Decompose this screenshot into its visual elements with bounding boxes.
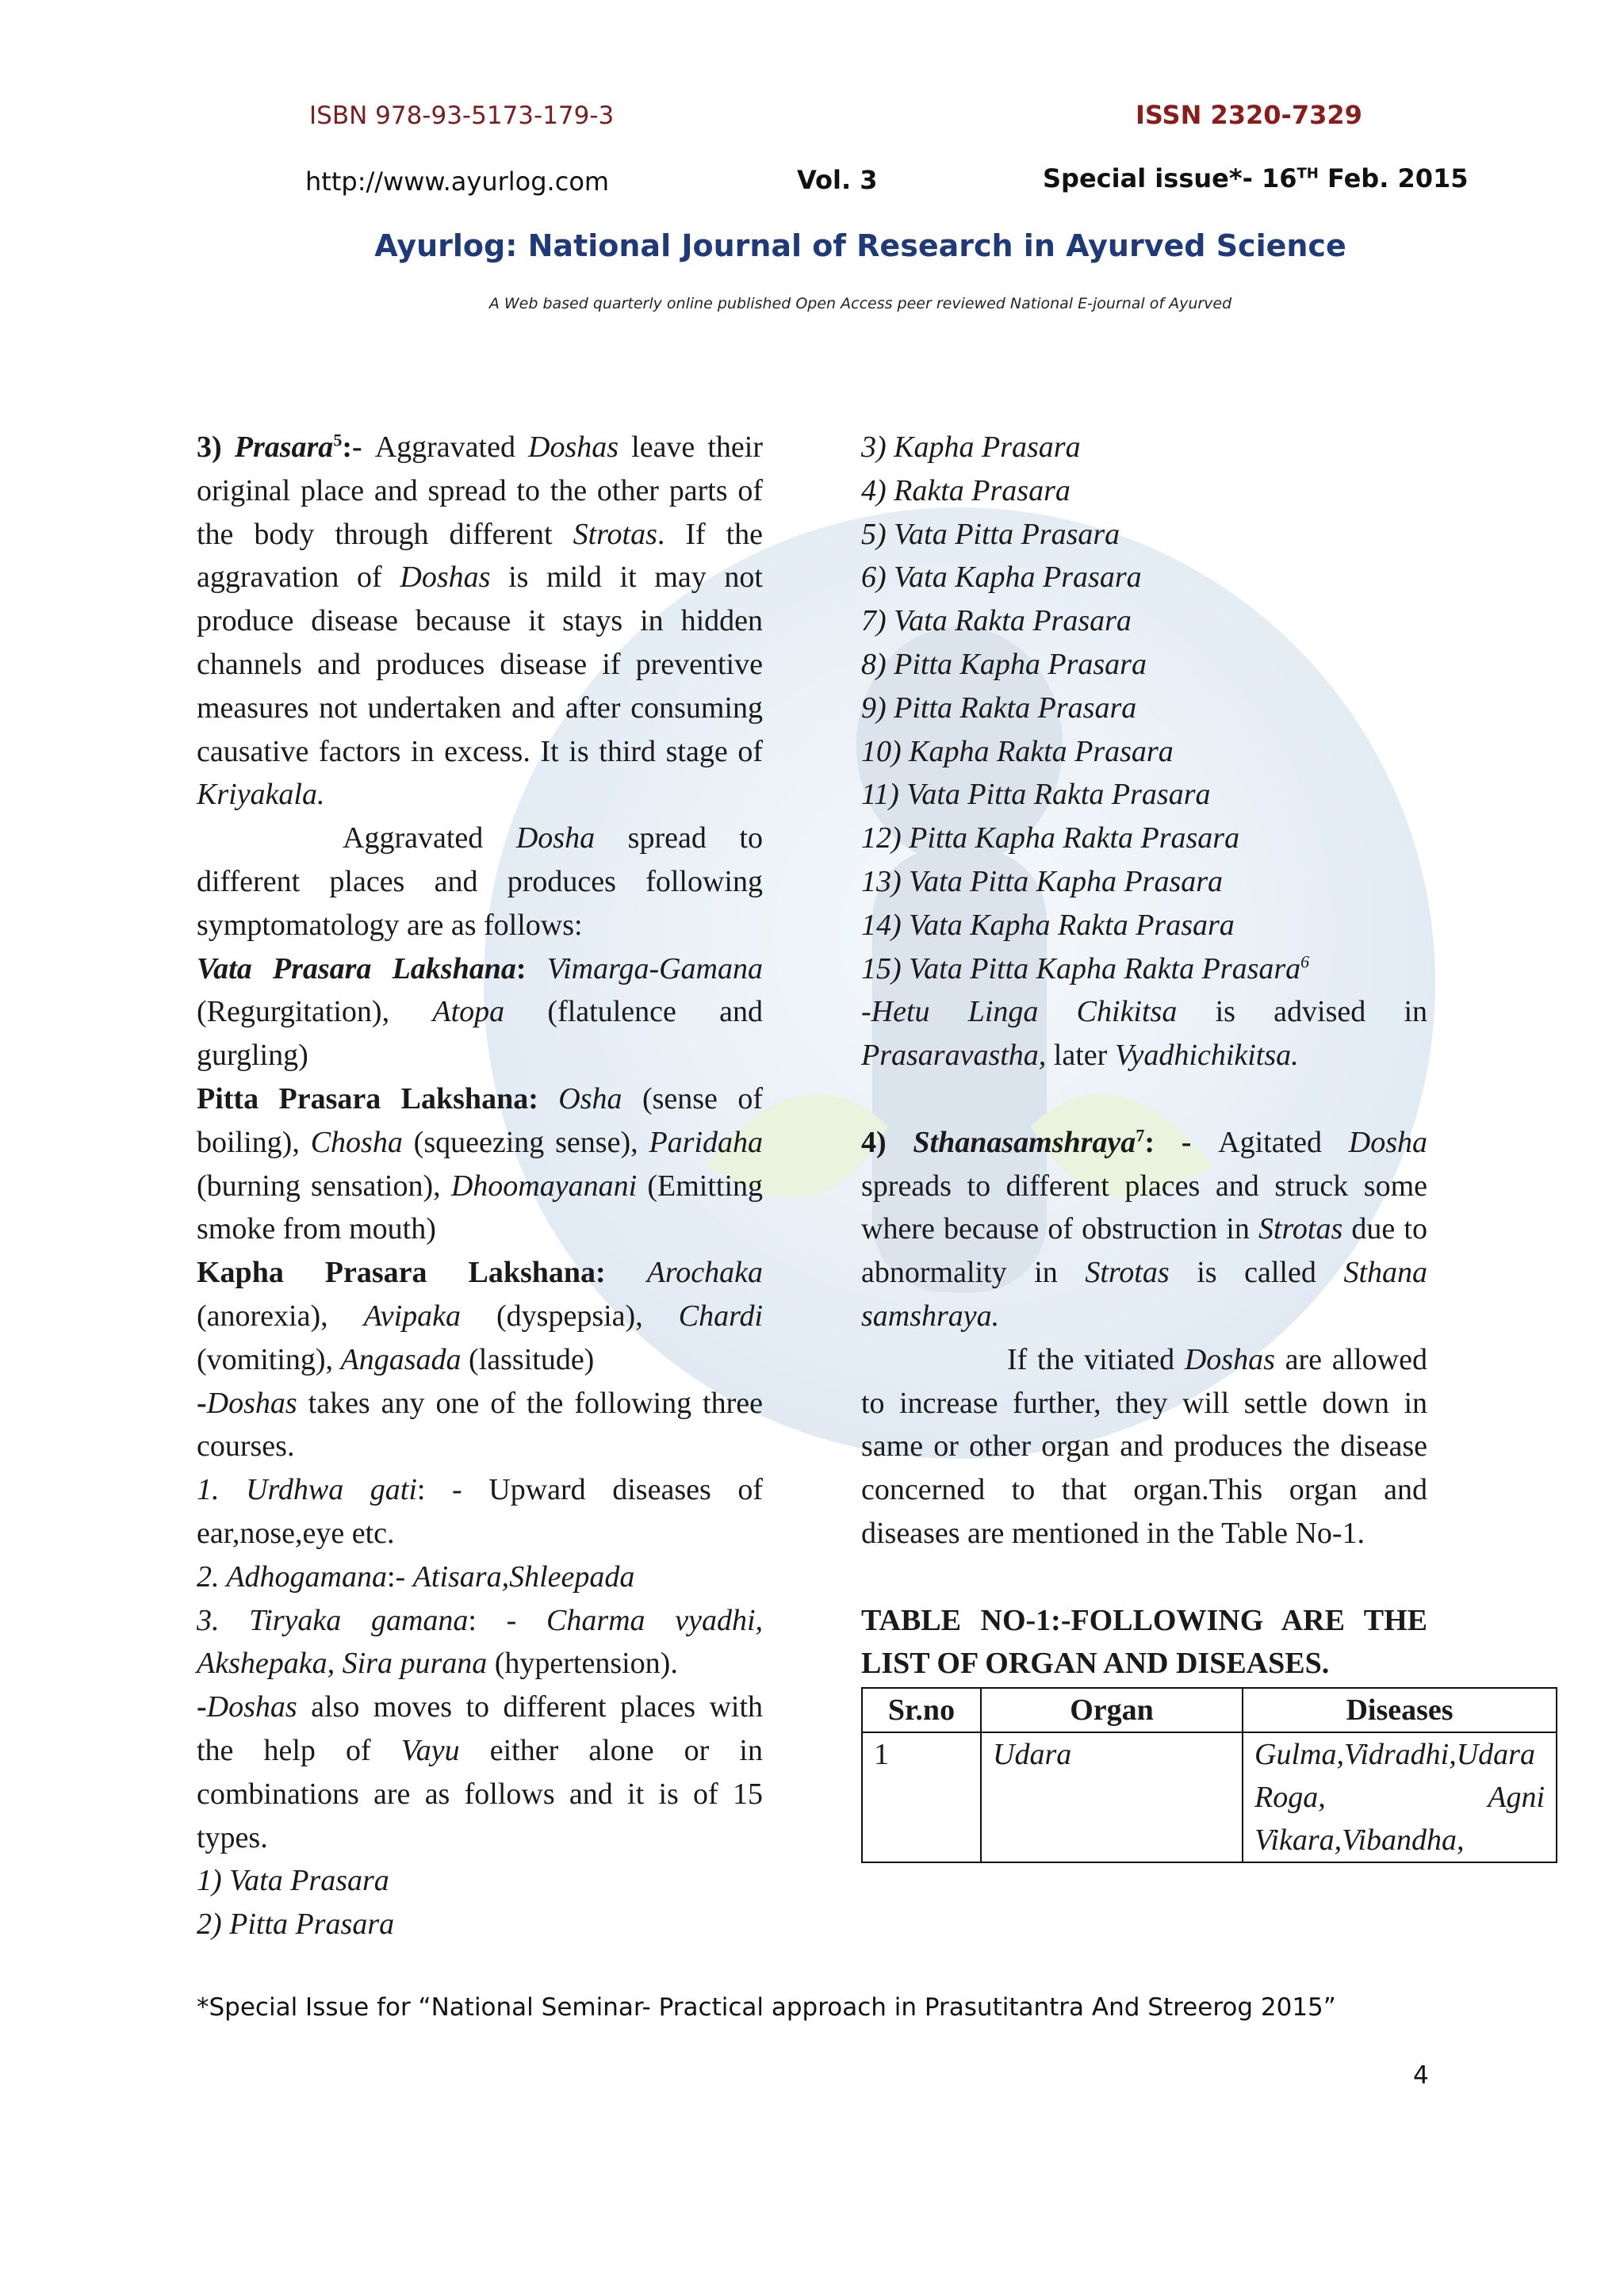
list-item: 14) Vata Kapha Rakta Prasara: [861, 908, 1235, 942]
table-cell: Udara: [981, 1732, 1243, 1862]
table-header: Sr.no: [862, 1688, 981, 1732]
list-item: 15) Vata Pitta Kapha Rakta Prasara$^6$: [861, 951, 1310, 985]
list-item: 8) Pitta Kapha Prasara: [861, 647, 1147, 681]
list-item: 7) Vata Rakta Prasara: [861, 604, 1132, 638]
list-item: 6) Vata Kapha Prasara: [861, 561, 1142, 595]
table-header: Organ: [981, 1688, 1243, 1732]
volume: Vol. 3: [797, 165, 878, 195]
organ-disease-table: [861, 1687, 1557, 1863]
journal-url[interactable]: http://www.ayurlog.com: [305, 166, 610, 197]
issn: ISSN 2320-7329: [1136, 100, 1362, 130]
vayu-paragraph: -Doshas also moves to different places with the help of Vayu either alone or in combinations are as follows and it is of 15 types.: [197, 1690, 763, 1854]
hetu-paragraph: -Hetu Linga Chikitsa is advised in Prasaravastha, later Vyadhichikitsa.: [861, 995, 1428, 1073]
table-cell: 1: [862, 1732, 981, 1862]
table-row: [862, 1732, 1557, 1862]
courses-paragraph: -Doshas takes any one of the following three courses.: [197, 1386, 763, 1464]
list-item: 4) Rakta Prasara: [861, 473, 1071, 507]
list-item: 12) Pitta Kapha Rakta Prasara: [861, 821, 1240, 855]
isbn: ISBN 978-93-5173-179-3: [309, 101, 615, 130]
left-column: [197, 426, 763, 1946]
list-item: 3) Kapha Prasara: [861, 430, 1081, 464]
aggravated-paragraph: Aggravated Dosha spread to different places and produces following symptomatology are as follows:: [197, 821, 763, 942]
course-urdhwa: 1. Urdhwa gati: - Upward diseases of ear,nose,eye etc.: [197, 1473, 763, 1550]
list-item: 5) Vata Pitta Prasara: [861, 517, 1120, 551]
journal-title: Ayurlog: National Journal of Research in Ayurved Science: [374, 228, 1346, 263]
list-item: 2) Pitta Prasara: [197, 1908, 395, 1942]
prasara-paragraph: 3) Prasara$^5$:- Aggravated Doshas leave their original place and spread to the other parts of the body through different Strotas. If the aggravation of Doshas is mild it may not produce disease because it stays in hidden channels and produces disease if preventive measures not undertaken and after consuming causative factors in excess. It is third stage of Kriyakala.: [197, 430, 763, 812]
sthanasamshraya-paragraph: 4) Sthanasamshraya$^7$: - Agitated Dosha spreads to different places and struck some where because of obstruction in Strotas due to abnormality in Strotas is called Sthana samshraya.: [861, 1125, 1427, 1333]
kapha-lakshana: Kapha Prasara Lakshana: Arochaka (anorexia), Avipaka (dyspepsia), Chardi (vomiting), Angasada (lassitude): [197, 1256, 764, 1376]
list-item: 10) Kapha Rakta Prasara: [861, 734, 1174, 768]
list-item: 1) Vata Prasara: [197, 1864, 389, 1898]
list-item: 9) Pitta Rakta Prasara: [861, 691, 1137, 725]
list-item: 13) Vata Pitta Kapha Prasara: [861, 864, 1224, 898]
course-tiryaka: 3. Tiryaka gamana: - Charma vyadhi, Akshepaka, Sira purana (hypertension).: [197, 1603, 764, 1681]
table-header: Diseases: [1243, 1688, 1557, 1732]
footer-note: *Special Issue for “National Seminar- Practical approach in Prasutitantra And Streerog 2015”: [197, 1993, 1336, 2022]
table-cell: Gulma,Vidradhi,Udara Roga, Agni Vikara,Vibandha,: [1243, 1732, 1557, 1862]
journal-tagline: A Web based quarterly online published Open Access peer reviewed National E-journal of Ayurved: [488, 295, 1232, 312]
right-column: [861, 426, 1545, 1863]
vata-lakshana: Vata Prasara Lakshana: Vimarga-Gamana (Regurgitation), Atopa (flatulence and gurgling): [197, 951, 763, 1073]
table-header-row: [862, 1688, 1557, 1732]
table-title: TABLE NO-1:-FOLLOWING ARE THE LIST OF ORGAN AND DISEASES.: [861, 1603, 1427, 1681]
list-item: 11) Vata Pitta Rakta Prasara: [861, 778, 1211, 812]
issue-date: Special issue*- 16TH Feb. 2015: [1043, 163, 1469, 193]
course-adhogamana: 2. Adhogamana:- Atisara,Shleepada: [197, 1559, 635, 1594]
page-number: 4: [1413, 2061, 1429, 2090]
pitta-lakshana: Pitta Prasara Lakshana: Osha (sense of boiling), Chosha (squeezing sense), Paridaha (burning sensation), Dhoomayanani (Emitting smoke from mouth): [197, 1081, 764, 1246]
vitiated-paragraph: If the vitiated Doshas are allowed to increase further, they will settle down in same or other organ and produces the disease concerned to that organ.This organ and diseases are mentioned in the Table No-1.: [861, 1342, 1427, 1550]
